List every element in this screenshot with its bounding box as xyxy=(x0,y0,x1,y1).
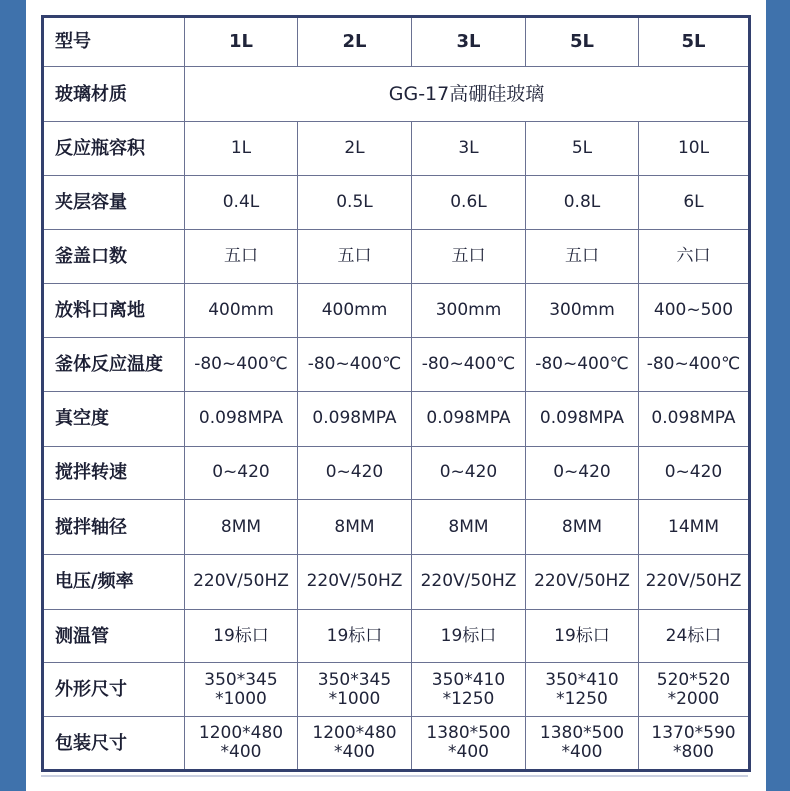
cell-line: *400 xyxy=(561,742,603,763)
table-cell: 五口 xyxy=(526,229,639,283)
table-cell: 8MM xyxy=(412,500,526,555)
bottom-rule xyxy=(41,775,748,777)
cell-line: 350*345 xyxy=(204,669,278,690)
row-label: 夹层容量 xyxy=(43,176,185,230)
table-cell: 2L xyxy=(298,122,412,176)
table-row xyxy=(43,500,750,555)
table-cell: 6L xyxy=(639,176,750,230)
row-label: 搅拌轴径 xyxy=(43,500,185,555)
table-cell: 8MM xyxy=(298,500,412,555)
row-label: 外形尺寸 xyxy=(43,663,185,717)
table-cell: 400mm xyxy=(185,283,298,338)
table-cell: 24标口 xyxy=(639,609,750,663)
table-row xyxy=(43,229,750,283)
table-cell: -80~400℃ xyxy=(526,338,639,392)
table-cell: 220V/50HZ xyxy=(185,555,298,610)
table-row xyxy=(43,555,750,610)
cell-line: *1250 xyxy=(442,688,495,709)
cell-line: *1000 xyxy=(328,688,381,709)
table-cell: 五口 xyxy=(298,229,412,283)
table-cell: 0.098MPA xyxy=(639,391,750,446)
spec-table xyxy=(41,15,751,772)
model-header-cell: 2L xyxy=(298,17,412,67)
table-cell: 0~420 xyxy=(412,446,526,500)
table-cell: -80~400℃ xyxy=(412,338,526,392)
table-cell: 19标口 xyxy=(298,609,412,663)
row-label: 反应瓶容积 xyxy=(43,122,185,176)
table-cell: 0.098MPA xyxy=(298,391,412,446)
table-row xyxy=(43,66,750,122)
row-label: 包装尺寸 xyxy=(43,717,185,771)
cell-line: 1370*590 xyxy=(651,723,736,744)
table-cell: -80~400℃ xyxy=(185,338,298,392)
table-row xyxy=(43,283,750,338)
cell-line: *400 xyxy=(220,742,262,763)
table-cell: 19标口 xyxy=(412,609,526,663)
table-cell xyxy=(298,663,412,717)
cell-line: *1000 xyxy=(215,688,267,709)
table-row xyxy=(43,17,750,67)
table-cell: 六口 xyxy=(639,229,750,283)
row-label: 玻璃材质 xyxy=(43,66,185,122)
cell-line: *2000 xyxy=(667,688,720,709)
cell-line: 350*410 xyxy=(431,669,506,690)
cell-line: 350*345 xyxy=(317,669,392,690)
cell-line: 1200*480 xyxy=(198,723,284,744)
table-cell: 0.098MPA xyxy=(526,391,639,446)
table-cell: -80~400℃ xyxy=(639,338,750,392)
row-label: 搅拌转速 xyxy=(43,446,185,500)
row-label: 放料口离地 xyxy=(43,283,185,338)
cell-line: *800 xyxy=(673,742,714,763)
table-cell: 14MM xyxy=(639,500,750,555)
row-label: 型号 xyxy=(43,17,185,67)
table-cell: 220V/50HZ xyxy=(526,555,639,610)
table-cell xyxy=(185,717,298,771)
cell-line: 1380*500 xyxy=(426,723,511,744)
row-label: 电压/频率 xyxy=(43,555,185,610)
spec-sheet xyxy=(26,0,766,791)
table-cell: 五口 xyxy=(412,229,526,283)
table-row xyxy=(43,446,750,500)
model-header-cell: 5L xyxy=(526,17,639,67)
table-cell: 400mm xyxy=(298,283,412,338)
table-cell: 300mm xyxy=(412,283,526,338)
table-row xyxy=(43,663,750,717)
table-cell: 0.098MPA xyxy=(185,391,298,446)
table-cell xyxy=(639,717,750,771)
cell-line: 350*410 xyxy=(545,669,619,690)
table-cell: 19标口 xyxy=(185,609,298,663)
table-cell: 0~420 xyxy=(639,446,750,500)
table-row xyxy=(43,338,750,392)
model-header-cell: 3L xyxy=(412,17,526,67)
cell-line: *400 xyxy=(334,742,375,763)
table-row xyxy=(43,609,750,663)
table-cell: 10L xyxy=(639,122,750,176)
table-row xyxy=(43,176,750,230)
table-cell: 300mm xyxy=(526,283,639,338)
table-cell xyxy=(412,717,526,771)
table-cell: 8MM xyxy=(185,500,298,555)
model-header-cell: 5L xyxy=(639,17,750,67)
row-label: 釜盖口数 xyxy=(43,229,185,283)
table-cell: 0~420 xyxy=(298,446,412,500)
table-cell xyxy=(412,663,526,717)
table-cell xyxy=(526,663,639,717)
table-cell: 220V/50HZ xyxy=(412,555,526,610)
table-cell: 3L xyxy=(412,122,526,176)
table-cell: 0~420 xyxy=(185,446,298,500)
table-cell: -80~400℃ xyxy=(298,338,412,392)
table-cell xyxy=(185,663,298,717)
model-header-cell: 1L xyxy=(185,17,298,67)
table-cell: 5L xyxy=(526,122,639,176)
table-cell: 0~420 xyxy=(526,446,639,500)
table-cell: 220V/50HZ xyxy=(639,555,750,610)
table-cell: 0.5L xyxy=(298,176,412,230)
cell-line: 520*520 xyxy=(656,669,731,690)
table-cell: 8MM xyxy=(526,500,639,555)
table-cell: 0.098MPA xyxy=(412,391,526,446)
merged-cell: GG-17高硼硅玻璃 xyxy=(185,66,750,122)
row-label: 釜体反应温度 xyxy=(43,338,185,392)
table-cell: 0.8L xyxy=(526,176,639,230)
table-cell: 400~500 xyxy=(639,283,750,338)
cell-line: *400 xyxy=(448,742,489,763)
table-cell xyxy=(526,717,639,771)
table-cell: 19标口 xyxy=(526,609,639,663)
table-cell xyxy=(298,717,412,771)
table-row xyxy=(43,122,750,176)
table-cell: 五口 xyxy=(185,229,298,283)
cell-line: *1250 xyxy=(556,688,608,709)
table-row xyxy=(43,391,750,446)
table-cell xyxy=(639,663,750,717)
cell-line: 1200*480 xyxy=(312,723,397,744)
table-cell: 220V/50HZ xyxy=(298,555,412,610)
cell-line: 1380*500 xyxy=(539,723,625,744)
row-label: 测温管 xyxy=(43,609,185,663)
table-cell: 0.4L xyxy=(185,176,298,230)
table-cell: 1L xyxy=(185,122,298,176)
table-row xyxy=(43,717,750,771)
row-label: 真空度 xyxy=(43,391,185,446)
table-cell: 0.6L xyxy=(412,176,526,230)
